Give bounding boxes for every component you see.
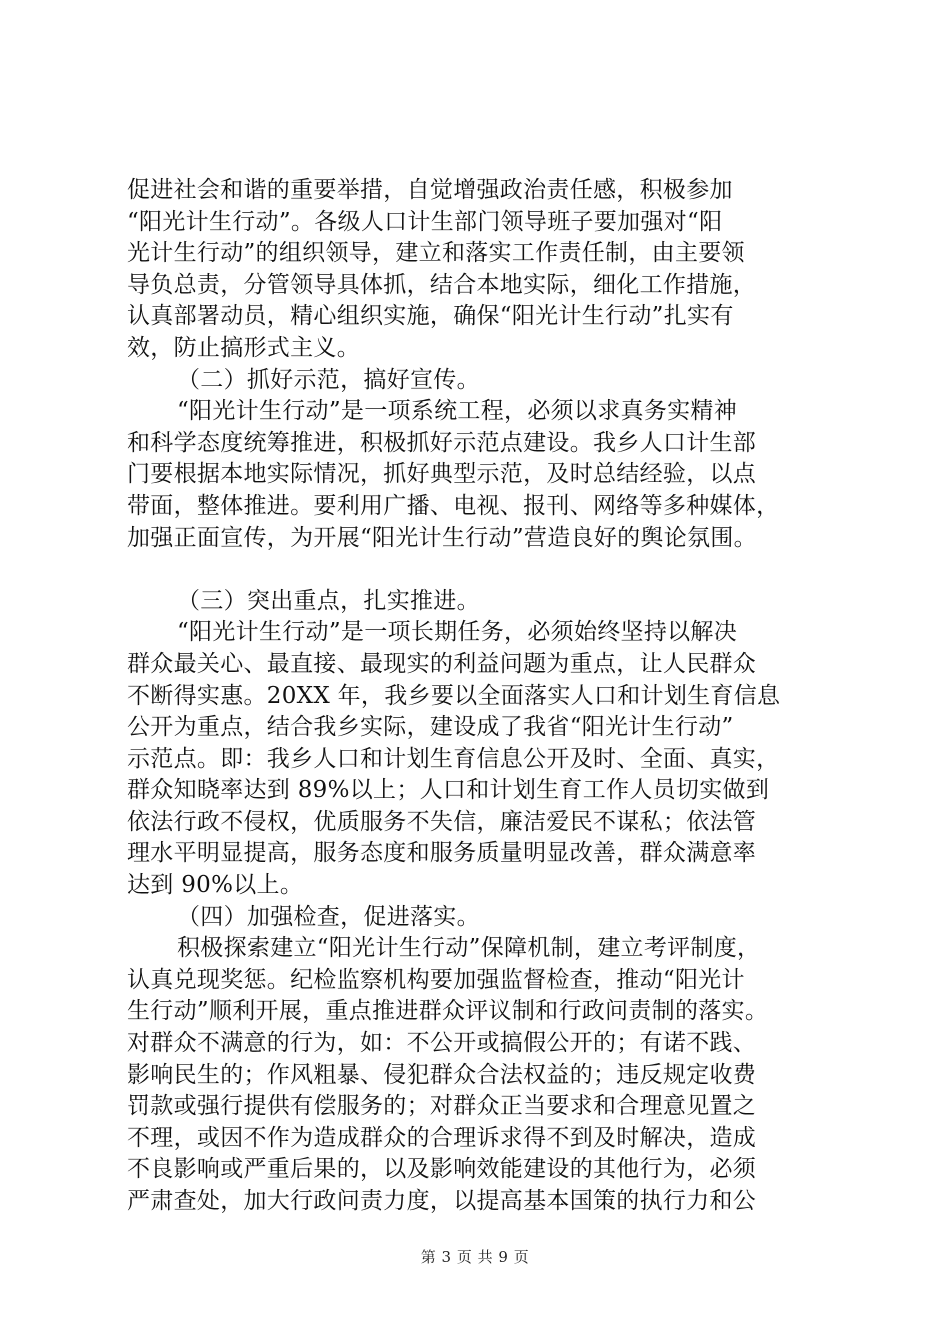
- text-line: 生行动”顺利开展，重点推进群众评议制和行政问责制的落实。: [127, 998, 769, 1025]
- text-line: 认真部署动员，精心组织实施，确保“阳光计生行动”扎实有: [127, 303, 734, 330]
- text-line: “阳光计生行动”是一项长期任务，必须始终坚持以解决: [177, 619, 738, 646]
- text-line: 影响民生的；作风粗暴、侵犯群众合法权益的；违反规定收费: [127, 1061, 757, 1088]
- text-line: “阳光计生行动”是一项系统工程，必须以求真务实精神: [177, 398, 738, 425]
- text-line: 依法行政不侵权，优质服务不失信，廉洁爱民不谋私；依法管: [127, 808, 757, 835]
- section-heading: （三）突出重点，扎实推进。: [177, 587, 480, 614]
- text-line: 公开为重点，结合我乡实际，建设成了我省“阳光计生行动”: [127, 714, 734, 741]
- text-line: 效，防止搞形式主义。: [127, 334, 360, 361]
- text-line: 严肃查处，加大行政问责力度，以提高基本国策的执行力和公: [127, 1188, 757, 1214]
- text-line: 群众知晓率达到 89%以上；人口和计划生育工作人员切实做到: [127, 777, 770, 804]
- text-line: 门要根据本地实际情况，抓好典型示范，及时总结经验，以点: [127, 461, 757, 488]
- text-line: 促进社会和谐的重要举措，自觉增强政治责任感，积极参加: [127, 177, 733, 203]
- text-line: 不理，或因不作为造成群众的合理诉求得不到及时解决，造成: [127, 1124, 757, 1151]
- section-heading: （二）抓好示范，搞好宣传。: [177, 366, 480, 393]
- text-line: 示范点。即：我乡人口和计划生育信息公开及时、全面、真实，: [127, 745, 780, 772]
- text-line: 对群众不满意的行为，如：不公开或搞假公开的；有诺不践、: [127, 1030, 757, 1057]
- text-line: “阳光计生行动”。各级人口计生部门领导班子要加强对“阳: [127, 208, 723, 235]
- section-heading: （四）加强检查，促进落实。: [177, 903, 480, 930]
- text-line: 和科学态度统筹推进，积极抓好示范点建设。我乡人口计生部: [127, 429, 757, 456]
- text-line: 带面，整体推进。要利用广播、电视、报刊、网络等多种媒体，: [127, 492, 780, 519]
- text-line: 达到 90%以上。: [127, 872, 304, 899]
- text-line: 积极探索建立“阳光计生行动”保障机制，建立考评制度，: [177, 935, 761, 962]
- text-line: 不良影响或严重后果的，以及影响效能建设的其他行为，必须: [127, 1156, 757, 1183]
- text-line: 不断得实惠。20XX 年，我乡要以全面落实人口和计划生育信息: [127, 682, 781, 709]
- text-line: 导负总责，分管领导具体抓，结合本地实际，细化工作措施，: [127, 271, 757, 298]
- paragraph-spacer: [127, 554, 827, 586]
- text-line: 认真兑现奖惩。纪检监察机构要加强监督检查，推动“阳光计: [127, 966, 745, 993]
- document-body: [127, 175, 827, 1218]
- page-number-footer: 第 3 页 共 9 页: [420, 1248, 530, 1266]
- text-line: 群众最关心、最直接、最现实的利益问题为重点，让人民群众: [127, 650, 757, 677]
- text-line: 加强正面宣传，为开展“阳光计生行动”营造良好的舆论氛围。: [127, 524, 757, 551]
- text-line: 光计生行动”的组织领导，建立和落实工作责任制，由主要领: [127, 240, 745, 267]
- text-line: 罚款或强行提供有偿服务的；对群众正当要求和合理意见置之: [127, 1093, 757, 1120]
- text-line: 理水平明显提高，服务态度和服务质量明显改善，群众满意率: [127, 840, 757, 867]
